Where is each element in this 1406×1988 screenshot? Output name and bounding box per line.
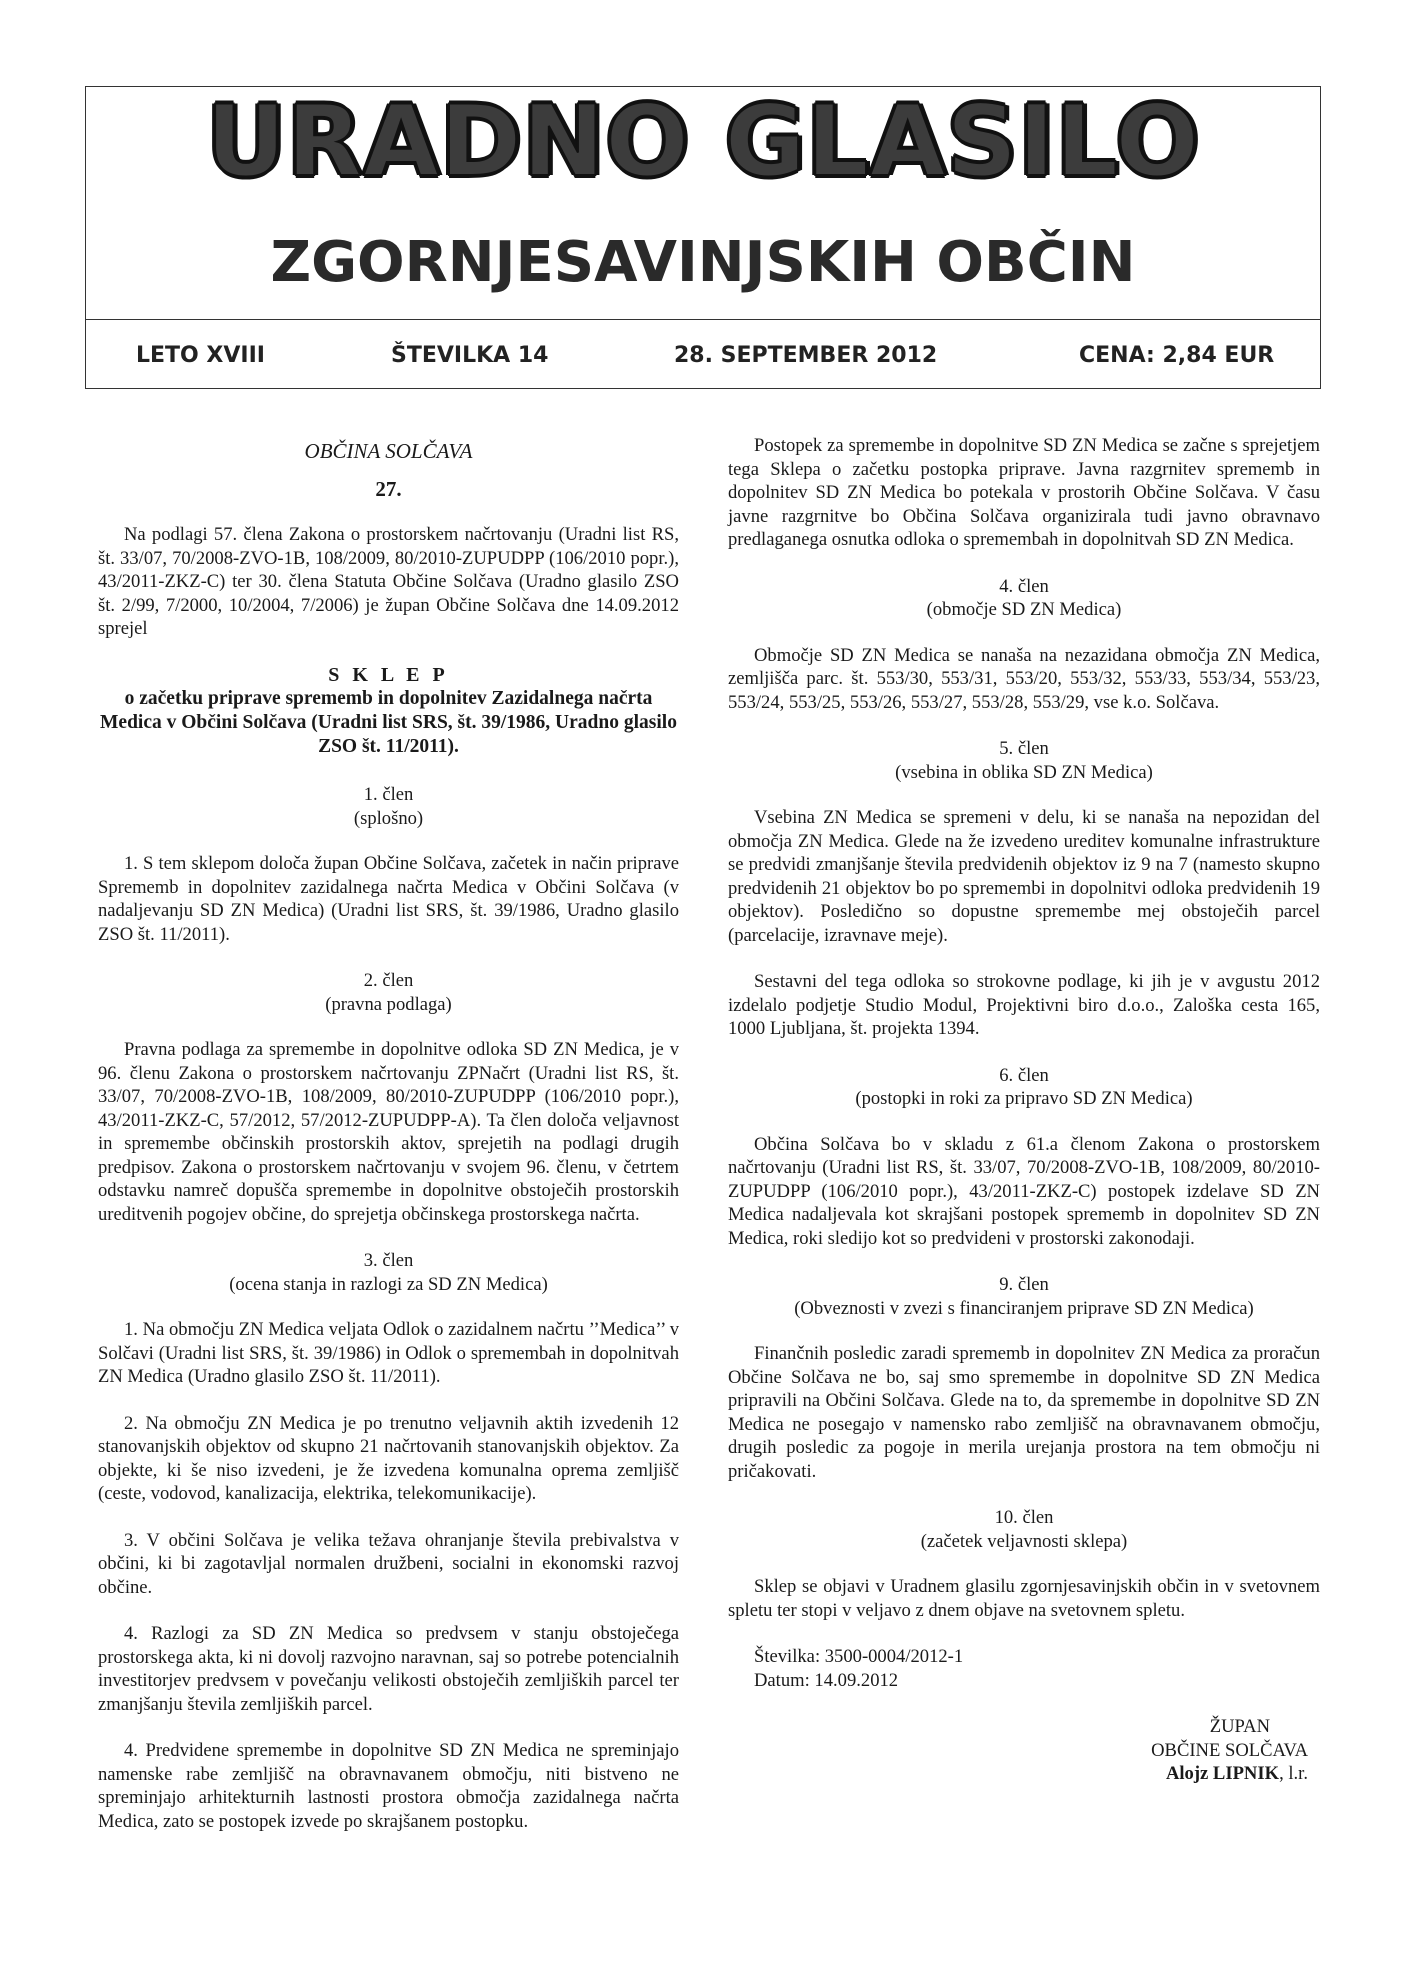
paragraph: 3. V občini Solčava je velika težava ohranjanje števila prebivalstva v občini, ki bi zagotavljal normalen družbeni, socialni in ekonomski razvoj občine. (98, 1529, 679, 1598)
paragraph: Občina Solčava bo v skladu z 61.a členom Zakona o prostorskem načrtovanju (Uradni list RS, št. 33/07, 70/2008-ZVO-1B, 108/2009, 80/2010-ZUPUDPP (106/2010 popr.), 43/2011-ZKZ-C) postopek izdelave SD ZN Medica nadaljevala kot skrajšani postopek sprememb in dopolnitev SD ZN Medica, roki sledijo kot so predvideni v prostorski zakonodaji. (728, 1133, 1320, 1249)
article-number: 10. člen (994, 1507, 1054, 1528)
article-title: (Obveznosti v zvezi s financiranjem priprave SD ZN Medica) (794, 1297, 1254, 1319)
sklep-title: o začetku priprave sprememb in dopolnitev Zazidalnega načrta Medica v Občini Solčava (Uradni list SRS, št. 39/1986, Uradno glasilo ZSO št. 11/2011). (100, 688, 677, 757)
article-number: 6. člen (999, 1064, 1049, 1086)
paragraph: Območje SD ZN Medica se nanaša na nezazidana območja ZN Medica, zemljišča parc. št. 553/30, 553/31, 553/20, 553/32, 553/33, 553/34, 553/23, 553/24, 553/25, 553/26, 553/27, 553/28, 553/29, vse k.o. Solčava. (728, 644, 1320, 713)
issue-price: CENA: 2,84 EUR (1079, 343, 1275, 368)
article-6-heading (728, 1064, 1320, 1111)
article-3-heading (98, 1249, 679, 1296)
article-number: 2. člen (363, 970, 414, 991)
article-title: (ocena stanja in razlogi za SD ZN Medica) (229, 1273, 548, 1295)
paragraph: Finančnih posledic zaradi sprememb in dopolnitev ZN Medica za proračun Občine Solčava ne bo, saj smo spremembe in dopolnitve SD ZN Medica pripravili na Občini Solčava. Glede na to, da spremembe in dopolnitve SD ZN Medica ne posegajo v namensko rabo zemljišč na obravnavanem območju, drugih posledic za pogoje in merila urejanja prostora na tem območju ni pričakovati. (728, 1343, 1320, 1482)
article-number: 4. člen (999, 575, 1049, 597)
article-title: (začetek veljavnosti sklepa) (920, 1530, 1128, 1552)
paragraph: 2. Na območju ZN Medica je po trenutno veljavnih aktih izvedenih 12 stanovanjskih objektov od skupno 21 načrtovanih stanovanjskih objektov. Za objekte, ki še niso izvedeni, je že izvedena komunalna oprema zemljišč (ceste, vodovod, kanalizacija, elektrika, telekomunikacije). (98, 1412, 679, 1504)
reference-block (754, 1645, 1320, 1692)
masthead-title: URADNO GLASILO (206, 85, 1200, 199)
reference-date: Datum: 14.09.2012 (754, 1669, 899, 1691)
article-number: 9. člen (999, 1274, 1049, 1295)
paragraph: Vsebina ZN Medica se spremeni v delu, ki se nanaša na nepozidan del območja ZN Medica. Glede na že izvedeno ureditev komunalne infrastrukture se predvidi zmanjšanje števila predvidenih objektov iz 9 na 7 (namesto skupno predvidenih 21 objektov bo po spremembi in dopolnitvi odloka predvidenih 19 objektov). Posledično so dopustne spremembe mej obstoječih parcel (parcelacije, izravnave meje). (728, 807, 1320, 946)
masthead-subtitle: ZGORNJESAVINJSKIH OBČIN (270, 230, 1136, 295)
paragraph: 1. S tem sklepom določa župan Občine Solčava, začetek in način priprave Sprememb in dopolnitev zazidalnega načrta Medica v Občini Solčava (v nadaljevanju SD ZN Medica) (Uradni list SRS, št. 39/1986, Uradno glasilo ZSO št. 11/2011). (98, 853, 679, 945)
masthead-divider (86, 319, 1320, 320)
masthead (85, 86, 1321, 389)
issue-date: 28. SEPTEMBER 2012 (674, 343, 938, 368)
paragraph: Postopek za spremembe in dopolnitve SD ZN Medica se začne s sprejetjem tega Sklepa o začetku postopka priprave. Javna razgrnitev sprememb in dopolnitev SD ZN Medica bo potekala v prostorih Občine Solčava. V času javne razgrnitve bo Občina Solčava organizirala tudi javno obravnavo predlaganega osnutka odloka o spremembah in dopolnitvah SD ZN Medica. (728, 435, 1320, 550)
mayor-name-line (728, 1762, 1308, 1786)
article-10-heading (728, 1506, 1320, 1553)
preamble: Na podlagi 57. člena Zakona o prostorskem načrtovanju (Uradni list RS, št. 33/07, 70/2008-ZVO-1B, 108/2009, 80/2010-ZUPUDPP (106/2010 popr.), 43/2011-ZKZ-C) ter 30. člena Statuta Občine Solčava (Uradno glasilo ZSO št. 2/99, 7/2000, 10/2004, 7/2006) je župan Občine Solčava dne 14.09.2012 sprejel (98, 524, 679, 639)
article-number: 1. člen (363, 784, 414, 805)
paragraph: Pravna podlaga za spremembe in dopolnitve odloka SD ZN Medica, je v 96. členu Zakona o prostorskem načrtovanju ZPNačrt (Uradni list RS, št. 33/07, 70/2008-ZVO-1B, 108/2009, 80/2010-ZUPUDPP (106/2010 popr.), 43/2011-ZKZ-C, 57/2012, 57/2012-ZUPUDPP-A). Ta člen določa veljavnost in spremembe občinskih prostorskih aktov, sprejetih na podlagi drugih predpisov. Zakona o prostorskem načrtovanju v svojem 96. členu, v četrtem odstavku namreč dopušča spremembe in dopolnitve obstoječih prostorskih ureditvenih pogojev občine, do sprejetja občinskega prostorskega načrta. (98, 1039, 679, 1225)
mayor-suffix: , l.r. (1279, 1763, 1308, 1784)
article-5-heading (728, 737, 1320, 784)
article-title: (splošno) (353, 807, 424, 829)
article-4-heading (728, 575, 1320, 622)
issue-number: ŠTEVILKA 14 (391, 343, 549, 368)
article-title: (postopki in roki za pripravo SD ZN Medica) (855, 1088, 1193, 1109)
article-number: 5. člen (999, 738, 1049, 759)
article-1-heading (98, 783, 679, 830)
paragraph: Sestavni del tega odloka so strokovne podlage, ki jih je v avgustu 2012 izdelalo podjetje Studio Modul, Projektivni biro d.o.o., Zaloška cesta 165, 1000 Ljubljana, št. projekta 1394. (728, 971, 1320, 1039)
paragraph: 4. Razlogi za SD ZN Medica so predvsem v stanju obstoječega prostorskega akta, ki ni dovolj razvojno naravnan, saj so potrebe potencialnih investitorjev predvsem v povečanju velikosti obstoječih zemljiških parcel ter zmanjšanju števila zemljiških parcel. (98, 1623, 679, 1715)
paragraph: 4. Predvidene spremembe in dopolnitve SD ZN Medica ne spreminjajo namenske rabe zemljišč na obravnavanem območju, niti bistveno ne spreminjajo arhitekturnih lastnosti prostora območja zazidalnega načrta Medica, zato se postopek izvede po skrajšanem postopku. (98, 1740, 679, 1832)
mayor-org: OBČINE SOLČAVA (1151, 1739, 1308, 1761)
reference-number: Številka: 3500-0004/2012-1 (754, 1646, 964, 1667)
paragraph: 1. Na območju ZN Medica veljata Odlok o zazidalnem načrtu ’’Medica’’ v Solčavi (Uradni list SRS, št. 39/1986) in Odlok o spremembah in dopolnitvah ZN Medica (Uradno glasilo ZSO št. 11/2011). (98, 1319, 679, 1387)
left-column (98, 434, 679, 1856)
article-title: (vsebina in oblika SD ZN Medica) (895, 761, 1153, 783)
mayor-title: ŽUPAN (1209, 1716, 1270, 1737)
act-number: 27. (375, 476, 402, 501)
issue-year: LETO XVIII (136, 343, 265, 368)
article-title: (območje SD ZN Medica) (926, 599, 1122, 620)
article-title: (pravna podlaga) (325, 993, 452, 1015)
municipality-heading: OBČINA SOLČAVA (304, 439, 473, 463)
paragraph: Sklep se objavi v Uradnem glasilu zgornjesavinjskih občin in v svetovnem spletu ter stopi v veljavo z dnem objave na svetovnem spletu. (728, 1576, 1320, 1621)
article-number: 3. člen (363, 1250, 414, 1271)
article-9-heading (728, 1273, 1320, 1320)
mayor-signature (728, 1715, 1308, 1786)
article-2-heading (98, 969, 679, 1016)
right-column (728, 434, 1320, 1786)
sklep-heading: S K L E P (328, 663, 449, 686)
mayor-name: Alojz LIPNIK (1165, 1763, 1280, 1784)
